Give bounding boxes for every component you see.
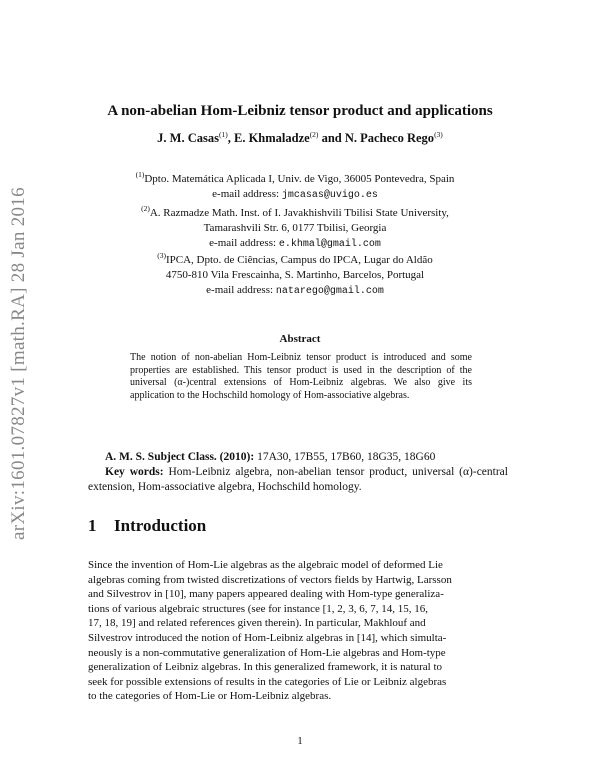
text-line: generalization of Leibniz algebras. In this generalized framework, it is natural to	[88, 661, 442, 674]
section-heading	[88, 516, 206, 536]
subject-classification	[105, 450, 505, 465]
affiliation-block	[95, 206, 495, 252]
affiliation-line: Tamarashvili Str. 6, 0177 Tbilisi, Georgia	[203, 222, 387, 234]
email-label: e-mail address:	[209, 237, 279, 249]
affiliation-line: 4750-810 Vila Frescainha, S. Martinho, Barcelos, Portugal	[165, 269, 425, 281]
email-label: e-mail address:	[212, 188, 282, 200]
email-line	[95, 236, 495, 252]
affiliation-mark: (1)	[135, 170, 145, 179]
keywords	[88, 465, 508, 495]
affiliation-line: $^{(2)}$A. Razmadze Math. Inst. of I. Javakhishvili Tbilisi State University,	[141, 204, 449, 219]
affiliation-block	[95, 253, 495, 299]
author-list	[0, 131, 600, 146]
msc-label: A. M. S. Subject Class. (2010):	[105, 451, 255, 463]
author-name: E. Khmaladze	[233, 131, 310, 145]
page-number: 1	[297, 735, 303, 747]
introduction-paragraph	[88, 558, 513, 704]
author-affiliation-mark: (2)	[309, 130, 319, 139]
text-line: seek for possible extensions of results in the categories of Lie or Leibniz algebras	[88, 675, 447, 688]
email-address[interactable]: e.khmal@gmail.com	[278, 239, 381, 250]
arxiv-identifier-stamp[interactable]: arXiv:1601.07827v1 [math.RA] 28 Jan 2016	[8, 187, 29, 540]
author-separator: and	[318, 131, 345, 145]
author-separator: ,	[227, 131, 234, 145]
abstract-heading: Abstract	[279, 333, 321, 345]
email-label: e-mail address:	[206, 284, 276, 296]
section-title: Introduction	[114, 516, 207, 535]
text-line: neously is a non-commutative generalization of Hom-Lie algebras and Hom-type	[88, 646, 446, 659]
author-name: N. Pacheco Rego	[344, 131, 435, 145]
text-line: to the categories of Hom-Lie or Hom-Leibniz algebras.	[88, 690, 332, 703]
affiliation-line: $^{(3)}$IPCA, Dpto. de Ciências, Campus do IPCA, Lugar do Aldão	[157, 251, 433, 266]
email-line	[95, 187, 495, 203]
text-line: Silvestrov introduced the notion of Hom-Leibniz algebras in [14], which simulta-	[88, 631, 447, 644]
affiliation-block	[95, 172, 495, 203]
abstract-text: The notion of non-abelian Hom-Leibniz tensor product is introduced and some properties are established. This tensor product is used in the description of the universal (α-)central extensions of Hom-Leibniz algebras. We also give its application to the Hochschild homology of Hom-associative algebras.	[130, 352, 472, 401]
text-line: 17, 18, 19] and related references given therein). In particular, Makhlouf and	[88, 617, 426, 630]
text-line: Since the invention of Hom-Lie algebras as the algebraic model of deformed Lie	[88, 559, 443, 571]
msc-codes: 17A30, 17B55, 17B60, 18G35, 18G60	[254, 451, 436, 463]
author-affiliation-mark: (1)	[218, 130, 228, 139]
text-line: and Silvestrov in [10], many papers appeared dealing with Hom-type generaliza-	[88, 588, 444, 601]
text-line: algebras coming from twisted discretizations of vectors fields by Hartwig, Larsson	[88, 573, 452, 586]
email-line	[95, 283, 495, 299]
text-line: tions of various algebraic structures (see for instance [1, 2, 3, 6, 7, 14, 15, 16,	[88, 602, 428, 615]
paper-title: A non-abelian Hom-Leibniz tensor product and applications	[107, 103, 493, 119]
keywords-list: Hom-Leibniz algebra, non-abelian tensor product, universal (α)-central extension, Hom-associative algebra, Hochschild homology.	[88, 466, 508, 493]
affiliation-mark: (2)	[141, 204, 150, 213]
author-affiliation-mark: (3)	[434, 130, 443, 139]
section-number: 1	[88, 516, 97, 535]
email-address[interactable]: jmcasas@uvigo.es	[281, 190, 378, 201]
keywords-label: Key words:	[105, 466, 164, 478]
email-address[interactable]: natarego@gmail.com	[275, 286, 384, 297]
author-name: J. M. Casas	[157, 131, 219, 145]
affiliation-mark: (3)	[157, 251, 166, 260]
affiliation-line: $^{(1)}$Dpto. Matemática Aplicada I, Univ. de Vigo, 36005 Pontevedra, Spain	[135, 170, 455, 185]
